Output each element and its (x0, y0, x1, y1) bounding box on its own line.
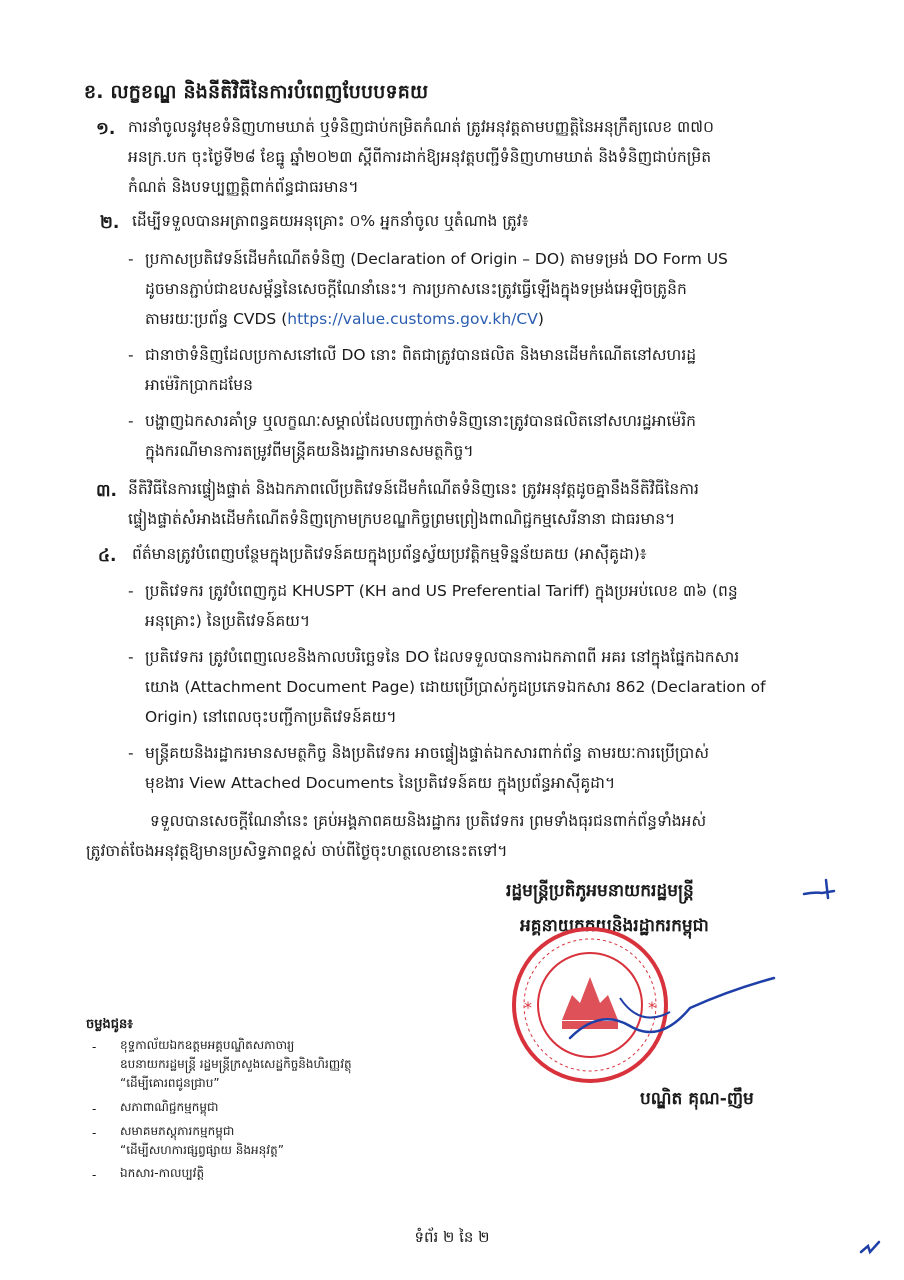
item-4-text: ព័ត៌មានត្រូវបំពេញបន្ថែមក្នុងប្រតិវេទន៍គយក្នុងប្រព័ន្ធស្វ័យប្រវត្តិកម្មទិន្នន័យគយ (អាស៊ីគូដា)៖ (132, 545, 647, 563)
item-2-text: ដើម្បីទទួលបានអត្រាពន្ធគយអនុគ្រោះ ០% អ្នកនាំចូល ឬតំណាង ត្រូវ៖ (132, 212, 529, 230)
item-3-number: ៣. (96, 481, 117, 501)
item-2-bullet-3-line-1: បង្ហាញឯកសារគាំទ្រ ឬលក្ខណៈសម្គាល់ដែលបញ្ជាក់ថាទំនិញនោះត្រូវបានផលិតនៅសហរដ្ឋអាម៉េរិក (145, 412, 697, 430)
bullet-dash: - (128, 250, 134, 268)
closing-line-1: ទទួលបានសេចក្តីណែនាំនេះ គ្រប់អង្គភាពគយនិងរដ្ឋាករ ប្រតិវេទករ ព្រមទាំងធុរជនពាក់ព័ន្ធទាំងអស់ (150, 812, 707, 830)
handwritten-signature (560, 968, 780, 1058)
item-4-bullet-3-line-1: មន្ត្រីគយនិងរដ្ឋាករមានសមត្ថកិច្ច និងប្រតិវេទករ អាចផ្ទៀងផ្ទាត់ឯកសារពាក់ព័ន្ធ តាមរយៈការប្រើប្រាស់ (145, 744, 710, 762)
svg-text:*: * (524, 998, 532, 1017)
item-1-line-1: ការនាំចូលនូវមុខទំនិញហាមឃាត់ ឬទំនិញជាប់កម្រិតកំណត់ ត្រូវអនុវត្តតាមបញ្ញត្តិនៃអនុក្រឹត្យលេខ ៣៧០ (128, 118, 714, 136)
item-4-bullet-2 (145, 642, 831, 732)
bullet-dash: - (128, 744, 134, 762)
cc-item-4 (120, 1164, 204, 1183)
item-2-bullet-1-line-3 (145, 304, 831, 334)
item-2-bullet-1 (145, 244, 831, 334)
cvds-link[interactable]: https://value.customs.gov.kh/CV (287, 310, 538, 328)
cc-item-3 (120, 1122, 284, 1160)
bullet-dash: - (128, 582, 134, 600)
cc-item-1-line-1: ខុទ្ទកាល័យឯកឧត្តមអគ្គបណ្ឌិតសភាចារ្យ (120, 1038, 295, 1052)
item-4-bullet-2-line-1: ប្រតិវេទករ ត្រូវបំពេញលេខនិងកាលបរិច្ឆេទនៃ DO ដែលទទួលបានការឯកភាពពី អគរ នៅក្នុងផ្នែកឯកសារ (145, 648, 740, 666)
cc-item-1-line-2: ឧបនាយករដ្ឋមន្ត្រី រដ្ឋមន្ត្រីក្រសួងសេដ្ឋកិច្ចនិងហិរញ្ញវត្ថុ (120, 1057, 352, 1071)
cc-dash: - (92, 1126, 97, 1140)
item-2-bullet-1-line-2: ដូចមានភ្ជាប់ជាឧបសម្ព័ន្ធនៃសេចក្តីណែនាំនេះ។ ការប្រកាសនេះត្រូវធ្វើឡើងក្នុងទម្រង់អេឡិចត្រូនិក (145, 280, 687, 298)
item-1-text (128, 112, 828, 202)
closing-paragraph (86, 806, 832, 866)
cc-item-3-line-2: “ដើម្បីសហការផ្សព្វផ្សាយ និងអនុវត្ត” (120, 1143, 284, 1157)
cc-item-4-line-1: ឯកសារ-កាលប្បវត្តិ (120, 1166, 205, 1180)
item-2-bullet-2 (145, 340, 831, 400)
cvds-prefix: តាមរយៈប្រព័ន្ធ CVDS ( (145, 310, 288, 328)
cc-item-1 (120, 1036, 352, 1093)
item-4-bullet-2-line-3: Origin) នៅពេលចុះបញ្ជីកាប្រតិវេទន៍គយ។ (145, 708, 397, 726)
signatory-name: បណ្ឌិត គុណ-ញឹម (640, 1089, 754, 1109)
item-2-bullet-2-line-1: ជានាថាទំនិញដែលប្រកាសនៅលើ DO នោះ ពិតជាត្រូវបានផលិត និងមានដើមកំណើតនៅសហរដ្ឋ (145, 346, 697, 364)
item-4-bullet-1 (145, 576, 831, 636)
section-heading: ខ. លក្ខខណ្ឌ និងនីតិវិធីនៃការបំពេញបែបបទគយ (84, 81, 429, 103)
item-2-bullet-2-line-2: អាម៉េរិកប្រាកដមែន (145, 376, 253, 394)
corner-ink-mark (858, 1238, 882, 1258)
page-number: ទំព័រ ២ នៃ ២ (414, 1228, 490, 1246)
item-2-bullet-1-line-1: ប្រកាសប្រតិវេទន៍ដើមកំណើតទំនិញ (Declaration of Origin – DO) តាមទម្រង់ DO Form US (145, 250, 728, 268)
item-2-bullet-3 (145, 406, 831, 466)
cc-dash: - (92, 1168, 97, 1182)
item-3-line-2: ផ្ទៀងផ្ទាត់សំអាងដើមកំណើតទំនិញក្រោមក្របខណ្ឌកិច្ចព្រមព្រៀងពាណិជ្ជកម្មសេរីនានា ជាធរមាន។ (128, 510, 676, 528)
item-4-bullet-1-line-1: ប្រតិវេទករ ត្រូវបំពេញកូដ KHUSPT (KH and US Preferential Tariff) ក្នុងប្រអប់លេខ ៣៦ (ពន្ធ (145, 582, 738, 600)
item-4-number: ៤. (98, 546, 117, 566)
closing-line-2: ត្រូវចាត់ចែងអនុវត្តឱ្យមានប្រសិទ្ធភាពខ្ពស់ ចាប់ពីថ្ងៃចុះហត្ថលេខានេះតទៅ។ (86, 842, 508, 860)
item-4-bullet-2-line-2: យោង (Attachment Document Page) ដោយប្រើប្រាស់កូដប្រភេទឯកសារ 862 (Declaration of (145, 678, 766, 696)
bullet-dash: - (128, 648, 134, 666)
initials-mark (800, 876, 840, 906)
svg-text:*: * (648, 998, 656, 1017)
bullet-dash: - (128, 346, 134, 364)
bullet-dash: - (128, 412, 134, 430)
item-4-bullet-3 (145, 738, 831, 798)
cvds-suffix: ) (537, 310, 544, 328)
item-2-number: ២. (100, 213, 120, 233)
item-1-line-3: កំណត់ និងបទប្បញ្ញត្តិពាក់ព័ន្ធជាធរមាន។ (128, 178, 359, 196)
item-1-number: ១. (96, 119, 116, 139)
cc-item-2 (120, 1098, 218, 1117)
item-3-text (128, 474, 832, 534)
item-1-line-2: អនក្រ.បក ចុះថ្ងៃទី២៨ ខែធ្នូ ឆ្នាំ២០២៣ ស្តីពីការដាក់ឱ្យអនុវត្តបញ្ជីទំនិញហាមឃាត់ និងទំនិញជាប់កម្រិត (128, 148, 712, 166)
cc-item-2-line-1: សភាពាណិជ្ជកម្មកម្ពុជា (120, 1100, 219, 1114)
cc-dash: - (92, 1040, 97, 1054)
item-2-bullet-3-line-2: ក្នុងករណីមានការតម្រូវពីមន្ត្រីគយនិងរដ្ឋាករមានសមត្ថកិច្ច។ (145, 442, 474, 460)
item-4-bullet-3-line-2: មុខងារ View Attached Documents នៃប្រតិវេទន៍គយ ក្នុងប្រព័ន្ធអាស៊ីគូដា។ (145, 774, 616, 792)
item-3-line-1: នីតិវិធីនៃការផ្ទៀងផ្ទាត់ និងឯកភាពលើប្រតិវេទន៍ដើមកំណើតទំនិញនេះ ត្រូវអនុវត្តដូចគ្នានឹងនីតិវិធីនៃការ (128, 480, 699, 498)
cc-item-3-line-1: សមាគមភស្តុភារកម្មកម្ពុជា (120, 1124, 235, 1138)
cc-dash: - (92, 1102, 97, 1116)
cc-title: ចម្លងជូន៖ (86, 1017, 133, 1032)
item-4-bullet-1-line-2: អនុគ្រោះ) នៃប្រតិវេទន៍គយ។ (145, 612, 311, 630)
signatory-title-line-2: អគ្គនាយកគយនិងរដ្ឋាករកម្ពុជា (520, 916, 709, 936)
signatory-title-line-1: រដ្ឋមន្ត្រីប្រតិភូអមនាយករដ្ឋមន្ត្រី (506, 881, 694, 901)
cc-item-1-line-3: “ដើម្បីគោរពជូនជ្រាប” (120, 1076, 220, 1090)
